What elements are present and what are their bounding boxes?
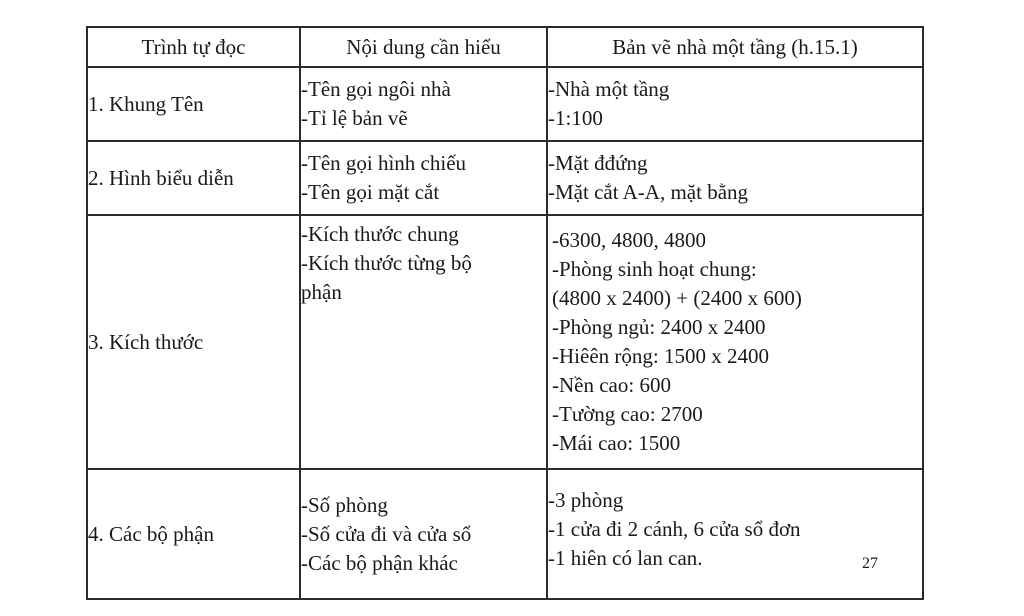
- result-line: -Phòng sinh hoạt chung:: [552, 257, 757, 281]
- content-line: phận: [301, 280, 342, 304]
- result-line: (4800 x 2400) + (2400 x 600): [552, 286, 802, 310]
- row-step-components: 4. Các bộ phận: [87, 469, 300, 599]
- result-line: -Tường cao: 2700: [552, 402, 703, 426]
- page-number: 27: [862, 555, 878, 572]
- result-line: -6300, 4800, 4800: [552, 228, 706, 252]
- table-row: [87, 215, 923, 469]
- row-content-cell: [300, 215, 547, 469]
- content-line: -Tỉ lệ bản vẽ: [301, 106, 408, 130]
- content-line: -Tên gọi hình chiếu: [301, 151, 467, 175]
- content-line: -Tên gọi mặt cắt: [301, 180, 440, 204]
- result-line: -Nền cao: 600: [552, 373, 671, 397]
- result-line: -1 hiên có lan can.: [548, 546, 703, 570]
- result-line: -1:100: [548, 106, 603, 130]
- header-reading-order: Trình tự đọc: [87, 27, 300, 67]
- result-cell-wrap: [548, 470, 922, 598]
- content-line: -Số cửa đi và cửa sổ: [301, 521, 472, 546]
- row-result-cell: [547, 215, 923, 469]
- row-content-cell: [300, 67, 547, 141]
- header-one-storey-house-drawing: Bản vẽ nhà một tầng (h.15.1): [547, 27, 923, 67]
- row-result-cell: [547, 141, 923, 215]
- result-line: -Nhà một tầng: [548, 77, 670, 101]
- content-line: -Kích thước từng bộ: [301, 251, 472, 275]
- result-line: -Mặt đđứng: [548, 151, 648, 175]
- result-line: -3 phòng: [548, 488, 624, 512]
- row-result-cell: [547, 469, 923, 599]
- content-line: -Số phòng: [301, 492, 388, 517]
- result-line: -Mái cao: 1500: [552, 431, 681, 455]
- result-line: -Mặt cắt A-A, mặt bằng: [548, 180, 749, 204]
- content-line: -Tên gọi ngôi nhà: [301, 77, 451, 101]
- content-line: -Các bộ phận khác: [301, 550, 458, 575]
- reading-order-table: [86, 26, 924, 600]
- table-row: [87, 141, 923, 215]
- row-content-cell: [300, 141, 547, 215]
- row-result-cell: [547, 67, 923, 141]
- header-content-to-understand: Nội dung cần hiểu: [300, 27, 547, 67]
- row-step-representation: 2. Hình biểu diễn: [87, 141, 300, 215]
- table-row: [87, 67, 923, 141]
- table-row: [87, 469, 923, 599]
- result-line: -Phòng ngủ: 2400 x 2400: [552, 315, 766, 339]
- slide-sheet: [86, 26, 922, 600]
- content-line: -Kích thước chung: [301, 222, 459, 246]
- row-step-dimensions: 3. Kích thước: [87, 215, 300, 469]
- table-header-row: [87, 27, 923, 67]
- row-content-cell: [300, 469, 547, 599]
- result-line: -Hiêên rộng: 1500 x 2400: [552, 344, 769, 368]
- result-line: -1 cửa đi 2 cánh, 6 cửa sổ đơn: [548, 517, 801, 541]
- row-step-title-block: 1. Khung Tên: [87, 67, 300, 141]
